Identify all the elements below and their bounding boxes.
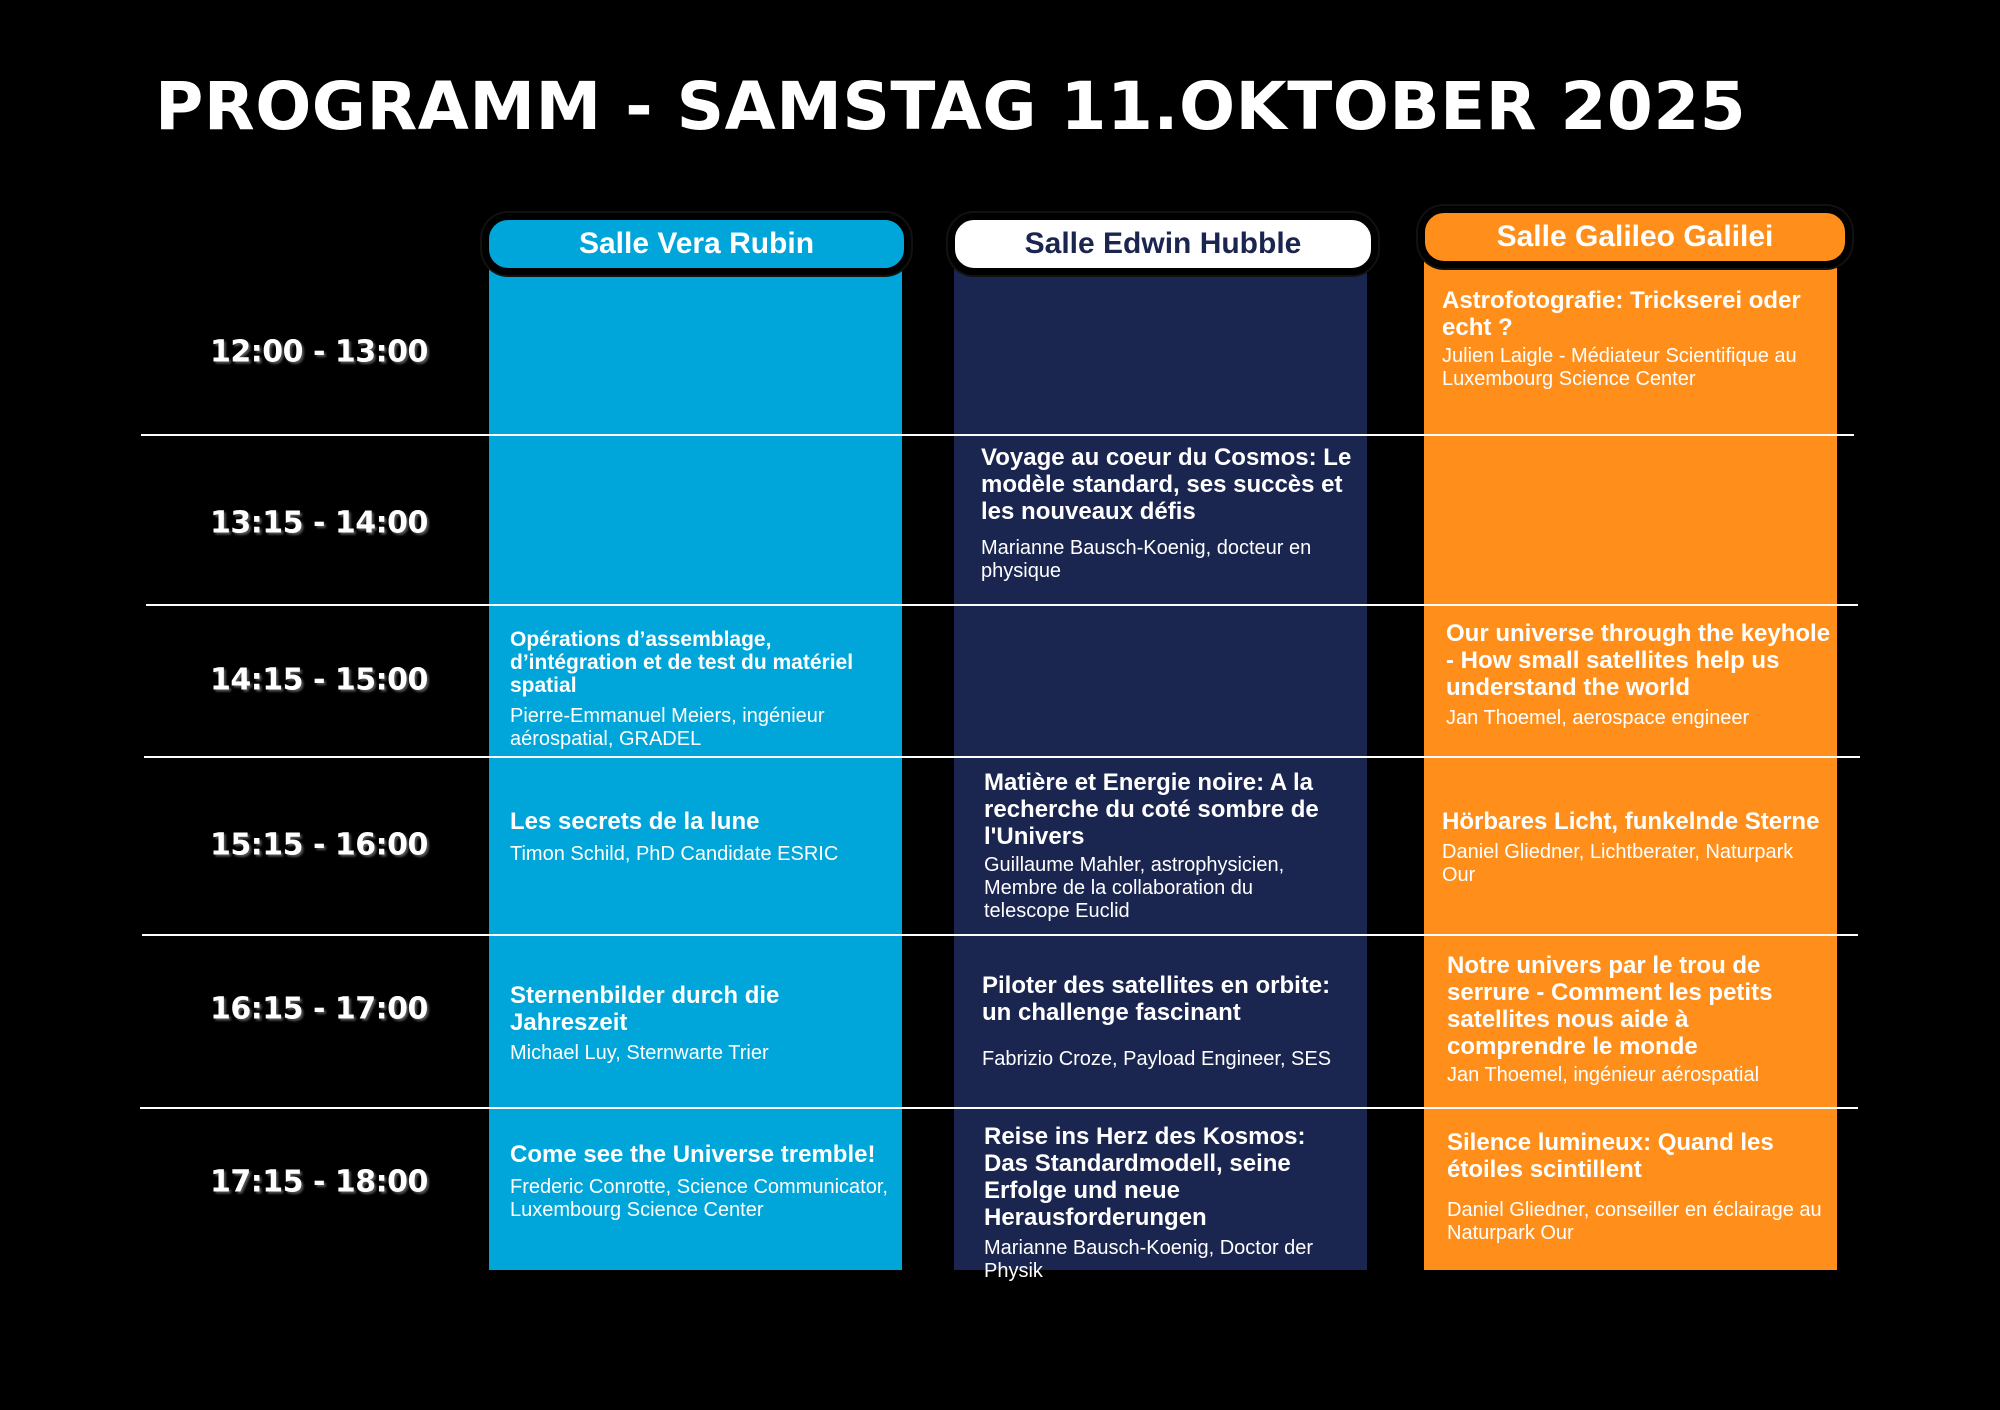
event-galileo-1615 (1447, 952, 1832, 1087)
event-title: Silence lumineux: Quand les étoiles scintillent (1447, 1129, 1774, 1183)
event-title: Hörbares Licht, funkelnde Sterne (1442, 808, 1820, 835)
event-title: Astrofotografie: Trickserei oder echt ? (1442, 287, 1801, 341)
room-header-vera-rubin (482, 213, 911, 275)
column-vera-rubin (489, 235, 902, 1270)
event-galileo-1415 (1446, 620, 1836, 730)
room-name: Salle Vera Rubin (578, 227, 815, 260)
event-speaker: Pierre-Emmanuel Meiers, ingénieur aérospatial, GRADEL (510, 705, 825, 750)
event-speaker: Timon Schild, PhD Candidate ESRIC (510, 843, 839, 865)
event-hubble-1515 (984, 769, 1344, 923)
time-slot: 12:00 - 13:00 (210, 334, 428, 370)
event-title: Our universe through the keyhole - How small satellites help us understand the world (1446, 620, 1831, 701)
event-hubble-1715 (984, 1123, 1354, 1283)
row-divider (141, 434, 1854, 436)
room-name: Salle Edwin Hubble (1024, 227, 1302, 260)
event-speaker: Marianne Bausch-Koenig, Doctor der Physik (984, 1237, 1314, 1282)
time-slot: 16:15 - 17:00 (210, 991, 428, 1027)
event-vera-1415 (510, 628, 900, 751)
event-title: Come see the Universe tremble! (510, 1141, 876, 1168)
event-title: Opérations d’assemblage, d’intégration et de test du matériel spatial (510, 628, 854, 697)
event-speaker: Frederic Conrotte, Science Communicator, Luxembourg Science Center (510, 1176, 888, 1221)
event-galileo-1515 (1442, 808, 1827, 887)
page-title: PROGRAMM - SAMSTAG 11.OKTOBER 2025 (155, 68, 1747, 145)
event-galileo-1200 (1442, 287, 1822, 391)
event-vera-1615 (510, 982, 895, 1065)
event-title: Notre univers par le trou de serrure - Comment les petits satellites nous aide à comprendre le monde (1447, 952, 1773, 1060)
column-edwin-hubble (954, 235, 1367, 1270)
room-header-edwin-hubble (948, 213, 1378, 275)
event-title: Piloter des satellites en orbite: un challenge fascinant (982, 972, 1331, 1026)
row-divider (142, 934, 1858, 936)
event-speaker: Jan Thoemel, aerospace engineer (1446, 707, 1750, 729)
event-speaker: Michael Luy, Sternwarte Trier (510, 1042, 769, 1064)
event-title: Matière et Energie noire: A la recherche du coté sombre de l'Univers (984, 769, 1319, 850)
event-vera-1715 (510, 1141, 895, 1222)
event-vera-1515 (510, 808, 895, 866)
row-divider (144, 756, 1860, 758)
time-slot: 13:15 - 14:00 (210, 505, 428, 541)
event-speaker: Fabrizio Croze, Payload Engineer, SES (982, 1048, 1332, 1070)
event-hubble-1615 (982, 972, 1362, 1071)
event-title: Sternenbilder durch die Jahreszeit (510, 982, 780, 1036)
event-galileo-1715 (1447, 1129, 1827, 1245)
event-title: Voyage au coeur du Cosmos: Le modèle standard, ses succès et les nouveaux défis (981, 444, 1352, 525)
event-title: Reise ins Herz des Kosmos: Das Standardmodell, seine Erfolge und neue Herausforderungen (984, 1123, 1306, 1231)
event-speaker: Julien Laigle - Médiateur Scientifique au Luxembourg Science Center (1442, 345, 1797, 390)
event-title: Les secrets de la lune (510, 808, 760, 835)
event-hubble-1315 (981, 444, 1356, 583)
row-divider (146, 604, 1858, 606)
room-header-galileo-galilei (1418, 206, 1852, 268)
event-speaker: Daniel Gliedner, Lichtberater, Naturpark Our (1442, 841, 1794, 886)
event-speaker: Marianne Bausch-Koenig, docteur en physique (981, 537, 1312, 582)
event-speaker: Jan Thoemel, ingénieur aérospatial (1447, 1064, 1760, 1086)
room-name: Salle Galileo Galilei (1496, 220, 1774, 253)
event-speaker: Daniel Gliedner, conseiller en éclairage au Naturpark Our (1447, 1199, 1822, 1244)
row-divider (140, 1107, 1858, 1109)
time-slot: 15:15 - 16:00 (210, 827, 428, 863)
time-slot: 17:15 - 18:00 (210, 1164, 428, 1200)
event-speaker: Guillaume Mahler, astrophysicien, Membre de la collaboration du telescope Euclid (984, 854, 1285, 922)
time-slot: 14:15 - 15:00 (210, 662, 428, 698)
